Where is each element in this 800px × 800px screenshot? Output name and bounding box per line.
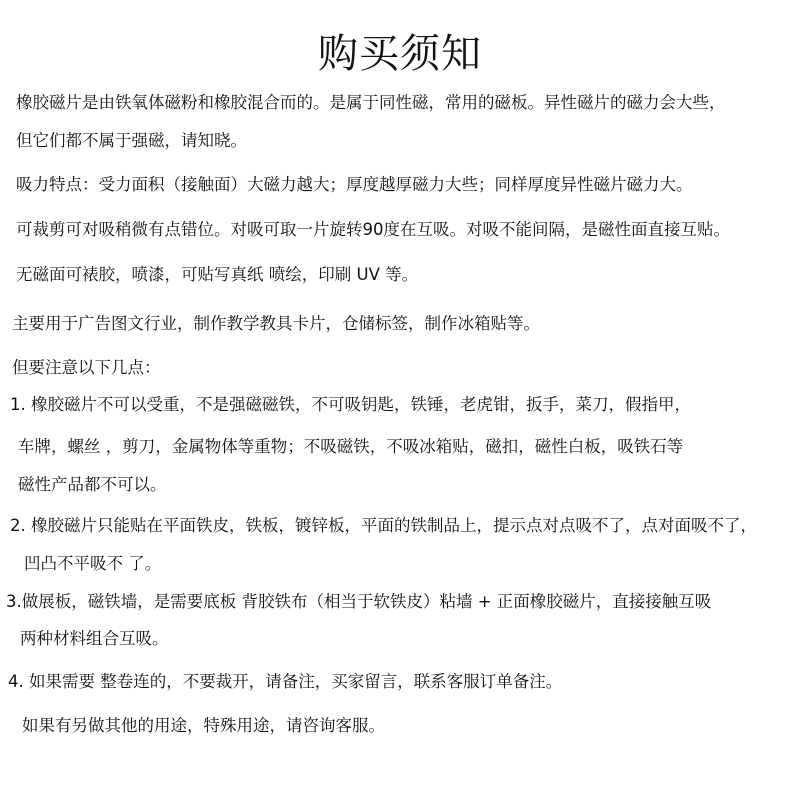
note-2-line-1: 2. 橡胶磁片只能贴在平面铁皮，铁板，镀锌板，平面的铁制品上，提示点对点吸不了，点对面吸不了， bbox=[10, 516, 757, 535]
page-title: 购买须知 bbox=[318, 31, 482, 77]
note-4-text: 4. 如果需要 整卷连的，不要裁开，请备注，买家留言，联系客服订单备注。 bbox=[8, 672, 563, 691]
surface-note-text: 无磁面可裱胶，喷漆，可贴写真纸 喷绘，印刷 UV 等。 bbox=[16, 265, 419, 284]
suction-features-text: 吸力特点：受力面积（接触面）大磁力越大；厚度越厚磁力大些；同样厚度异性磁片磁力大。 bbox=[16, 175, 693, 194]
note-3-line-1: 3.做展板，磁铁墙，是需要底板 背胶铁布（相当于软铁皮）粘墙 + 正面橡胶磁片，直接接触互吸 bbox=[6, 592, 712, 611]
note-1-line-1: 1. 橡胶磁片不可以受重，不是强磁磁铁，不可吸钥匙，铁锤，老虎钳，扳手，菜刀，假指甲， bbox=[10, 395, 691, 414]
notice-heading: 但要注意以下几点： bbox=[12, 358, 161, 377]
note-3-line-2: 两种材料组合互吸。 bbox=[20, 629, 169, 648]
note-1-line-3: 磁性产品都不可以。 bbox=[18, 475, 167, 494]
note-2-line-2: 凹凸不平吸不 了。 bbox=[24, 554, 162, 573]
consult-service-text: 如果有另做其他的用途，特殊用途，请咨询客服。 bbox=[22, 716, 385, 735]
usage-text: 主要用于广告图文行业，制作教学教具卡片，仓储标签，制作冰箱贴等。 bbox=[12, 314, 540, 333]
intro-line-1: 橡胶磁片是由铁氧体磁粉和橡胶混合而的。是属于同性磁，常用的磁板。异性磁片的磁力会大些， bbox=[16, 93, 726, 112]
note-1-line-2: 车牌，螺丝 ，剪刀，金属物体等重物；不吸磁铁，不吸冰箱贴，磁扣，磁性白板，吸铁石等 bbox=[18, 437, 684, 456]
intro-line-2: 但它们都不属于强磁，请知晓。 bbox=[16, 131, 247, 150]
cutting-note-text: 可裁剪可对吸稍微有点错位。对吸可取一片旋转90度在互吸。对吸不能间隔，是磁性面直接互贴。 bbox=[16, 220, 730, 239]
